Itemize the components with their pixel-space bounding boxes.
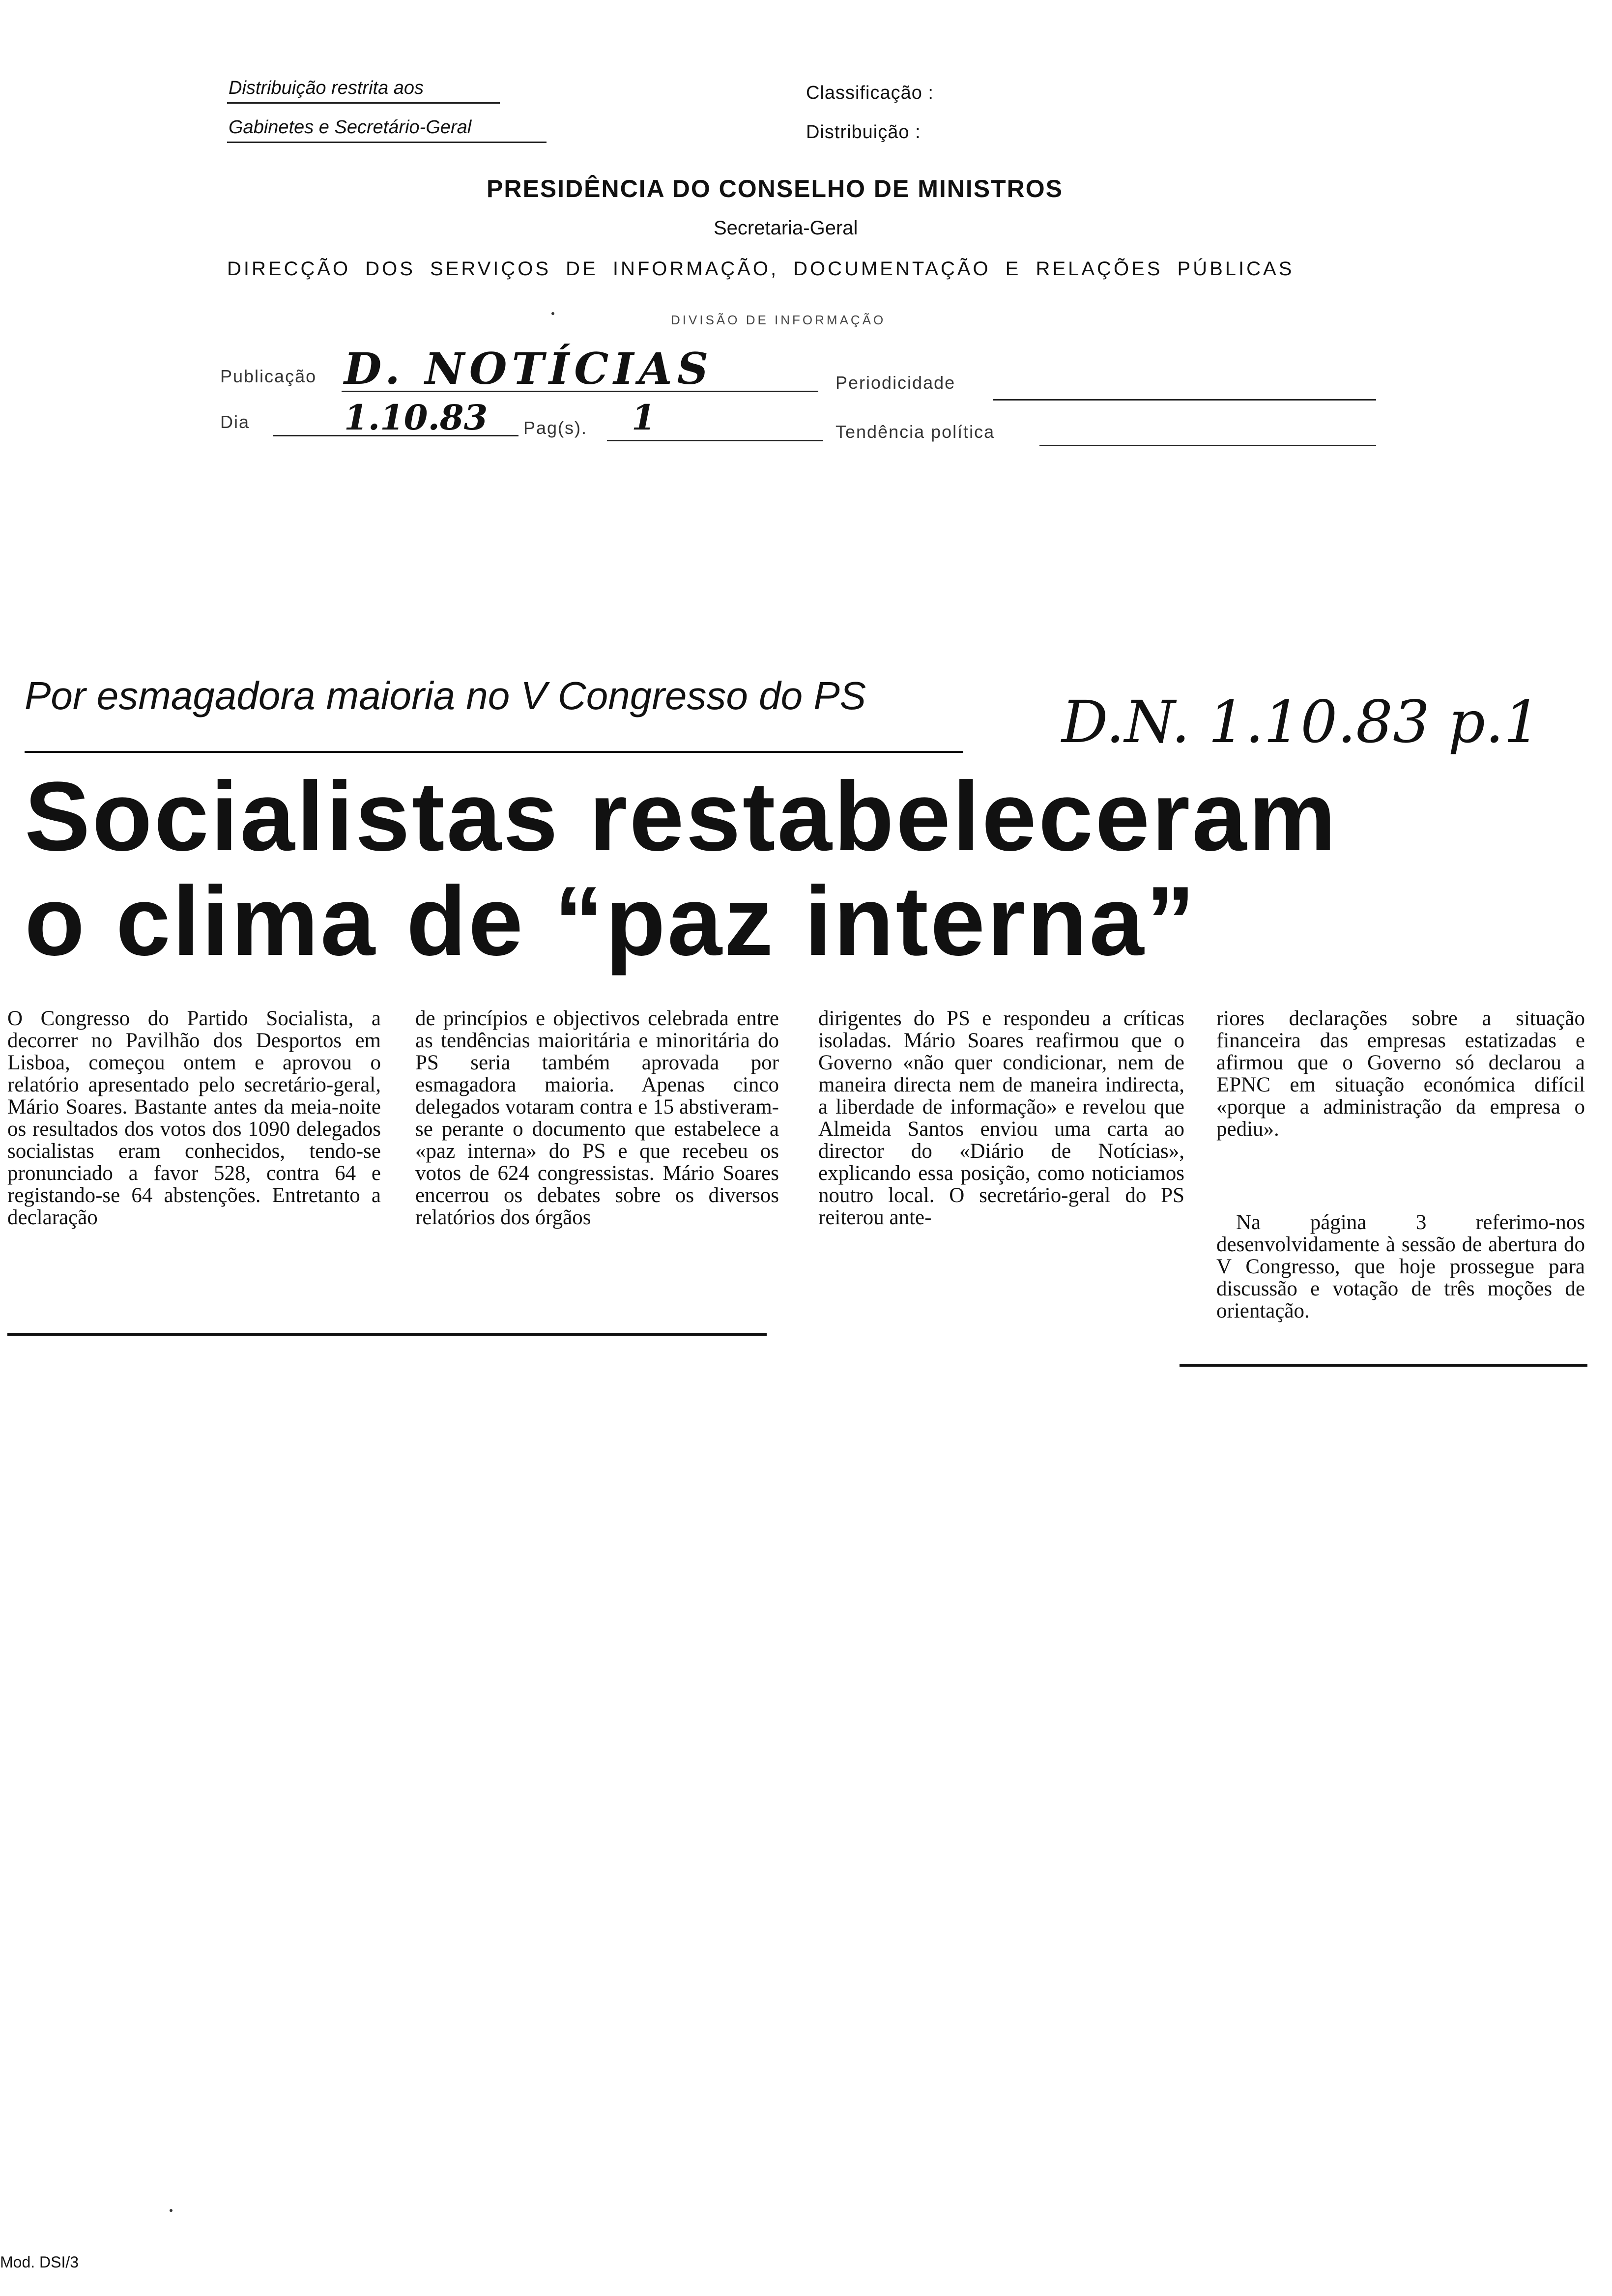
division-name: DIVISÃO DE INFORMAÇÃO [671,313,886,327]
day-label: Dia [220,412,250,432]
restricted-distribution-line1: Distribuição restrita aos [229,78,424,98]
restricted-distribution-line2: Gabinetes e Secretário-Geral [229,117,472,138]
kicker-rule [25,751,963,753]
article-column-2: de princípios e objectivos celebrada entre as tendências maioritária e minoritária do PS seria também aprovada por esmagadora maioria. Apenas cinco delegados votaram contra e 15 abstiveram-se perante o documento que estabelece a «paz interna» do PS e que recebeu os votos de 624 congressistas. Mário Soares encerrou os debates sobre os diversos relatórios dos órgãos [415,1007,779,1229]
tendency-field-line [1039,445,1376,446]
article-column-4: riores declarações sobre a situação financeira das empresas estatizadas e afirmou que o Governo só declarou a EPNC em situação económica difícil «porque a administração da empresa o pediu». [1216,1007,1585,1141]
periodicity-label: Periodicidade [835,373,956,393]
periodicity-field-line [993,399,1376,401]
article-column-3: dirigentes do PS e respondeu a críticas isoladas. Mário Soares reafirmou que o Governo «não quer condicionar, nem de maneira directa nem de maneira indirecta, a liberdade de informação» e revelou que Almeida Santos enviou uma carta ao director do «Diário de Notícias», explicando essa posição, como noticiamos noutro local. O secretário-geral do PS reiterou ante- [818,1007,1184,1229]
pages-field-line [607,440,823,441]
department-name: DIRECÇÃO DOS SERVIÇOS DE INFORMAÇÃO, DOCUMENTAÇÃO E RELAÇÕES PÚBLICAS [227,258,1295,280]
scan-speck [551,312,554,315]
underline [227,102,500,104]
publication-value: D. NOTÍCIAS [344,343,714,394]
day-value: 1.10.83 [344,397,488,438]
handwritten-reference: D.N. 1.10.83 p.1 [1062,688,1541,756]
pages-value: 1 [632,397,656,438]
distribution-label: Distribuição : [806,122,921,143]
column-rule-left [7,1333,767,1336]
headline-line1: Socialistas restabeleceram [25,762,1338,871]
form-code: Mod. DSI/3 [0,2253,79,2271]
publication-label: Publicação [220,366,317,386]
scan-speck [170,2209,173,2212]
article-column-4-paragraph-2: Na página 3 referimo-nos desenvolvidamente à sessão de abertura do V Congresso, que hoje prossegue para discussão e votação de três moções de orientação. [1216,1211,1585,1322]
secretariat: Secretaria-Geral [714,217,858,239]
pages-label: Pag(s). [523,418,588,438]
underline [227,142,547,143]
tendency-label: Tendência política [835,422,995,442]
article-column-1: O Congresso do Partido Socialista, a decorrer no Pavilhão dos Desportos em Lisboa, começou ontem e aprovou o relatório apresentado pelo secretário-geral, Mário Soares. Bastante antes da meia-noite os resultados dos votos dos 1090 delegados socialistas eram conhecidos, tendo-se pronunciado a favor 528, contra 64 e registando-se 64 abstenções. Entretanto a declaração [7,1007,381,1229]
organization-title: PRESIDÊNCIA DO CONSELHO DE MINISTROS [487,175,1064,202]
classification-label: Classificação : [806,83,934,103]
column-rule-right [1180,1364,1587,1367]
article-kicker: Por esmagadora maioria no V Congresso do PS [25,674,866,718]
headline-line2: o clima de “paz interna” [25,866,1197,976]
